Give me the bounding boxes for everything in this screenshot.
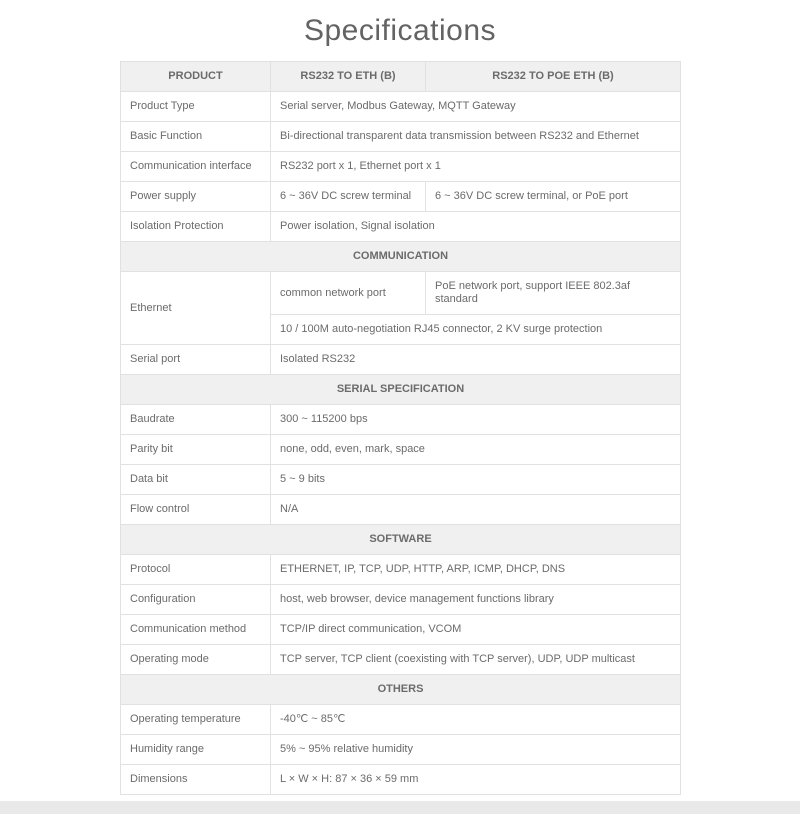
table-row-basic-function xyxy=(121,122,681,152)
label-data-bit: Data bit xyxy=(121,465,271,495)
table-row-configuration xyxy=(121,585,681,615)
value-isolation-protection: Power isolation, Signal isolation xyxy=(271,212,681,242)
table-row-data-bit xyxy=(121,465,681,495)
value-operating-mode: TCP server, TCP client (coexisting with TCP server), UDP, UDP multicast xyxy=(271,645,681,675)
spec-table-container xyxy=(120,61,680,795)
specifications-table xyxy=(120,61,681,795)
table-row-protocol xyxy=(121,555,681,585)
label-protocol: Protocol xyxy=(121,555,271,585)
page-title: Specifications xyxy=(303,14,497,47)
value-serial-port: Isolated RS232 xyxy=(271,345,681,375)
value-ethernet-eth-b: common network port xyxy=(271,272,426,315)
footer-strip xyxy=(0,801,800,814)
label-communication-method: Communication method xyxy=(121,615,271,645)
value-operating-temperature: -40℃ ~ 85℃ xyxy=(271,705,681,735)
label-serial-port: Serial port xyxy=(121,345,271,375)
table-row-power-supply xyxy=(121,182,681,212)
value-basic-function: Bi-directional transparent data transmission between RS232 and Ethernet xyxy=(271,122,681,152)
table-row-operating-temperature xyxy=(121,705,681,735)
col-header-rs232-to-poe-eth-b: RS232 TO POE ETH (B) xyxy=(426,62,681,92)
value-baudrate: 300 ~ 115200 bps xyxy=(271,405,681,435)
section-row-serial-specification xyxy=(121,375,681,405)
value-configuration: host, web browser, device management functions library xyxy=(271,585,681,615)
table-row-communication-interface xyxy=(121,152,681,182)
label-product-type: Product Type xyxy=(121,92,271,122)
table-header-row xyxy=(121,62,681,92)
label-isolation-protection: Isolation Protection xyxy=(121,212,271,242)
label-flow-control: Flow control xyxy=(121,495,271,525)
label-power-supply: Power supply xyxy=(121,182,271,212)
label-basic-function: Basic Function xyxy=(121,122,271,152)
label-humidity-range: Humidity range xyxy=(121,735,271,765)
value-flow-control: N/A xyxy=(271,495,681,525)
label-operating-mode: Operating mode xyxy=(121,645,271,675)
value-ethernet-shared: 10 / 100M auto-negotiation RJ45 connector, 2 KV surge protection xyxy=(271,315,681,345)
label-baudrate: Baudrate xyxy=(121,405,271,435)
table-row-parity-bit xyxy=(121,435,681,465)
value-power-supply-poe: 6 ~ 36V DC screw terminal, or PoE port xyxy=(426,182,681,212)
table-row-operating-mode xyxy=(121,645,681,675)
table-row-ethernet-1 xyxy=(121,272,681,315)
table-row-isolation-protection xyxy=(121,212,681,242)
col-header-rs232-to-eth-b: RS232 TO ETH (B) xyxy=(271,62,426,92)
value-communication-method: TCP/IP direct communication, VCOM xyxy=(271,615,681,645)
section-row-software xyxy=(121,525,681,555)
label-communication-interface: Communication interface xyxy=(121,152,271,182)
label-parity-bit: Parity bit xyxy=(121,435,271,465)
value-dimensions: L × W × H: 87 × 36 × 59 mm xyxy=(271,765,681,795)
label-dimensions: Dimensions xyxy=(121,765,271,795)
table-row-humidity-range xyxy=(121,735,681,765)
value-product-type: Serial server, Modbus Gateway, MQTT Gateway xyxy=(271,92,681,122)
value-parity-bit: none, odd, even, mark, space xyxy=(271,435,681,465)
value-protocol: ETHERNET, IP, TCP, UDP, HTTP, ARP, ICMP, DHCP, DNS xyxy=(271,555,681,585)
section-title-others: OTHERS xyxy=(121,675,681,705)
section-row-others xyxy=(121,675,681,705)
label-ethernet: Ethernet xyxy=(121,272,271,345)
table-row-communication-method xyxy=(121,615,681,645)
value-communication-interface: RS232 port x 1, Ethernet port x 1 xyxy=(271,152,681,182)
value-power-supply-eth-b: 6 ~ 36V DC screw terminal xyxy=(271,182,426,212)
table-row-serial-port xyxy=(121,345,681,375)
section-title-software: SOFTWARE xyxy=(121,525,681,555)
table-row-product-type xyxy=(121,92,681,122)
col-header-product: PRODUCT xyxy=(121,62,271,92)
value-humidity-range: 5% ~ 95% relative humidity xyxy=(271,735,681,765)
value-data-bit: 5 ~ 9 bits xyxy=(271,465,681,495)
table-row-baudrate xyxy=(121,405,681,435)
section-row-communication xyxy=(121,242,681,272)
value-ethernet-poe: PoE network port, support IEEE 802.3af standard xyxy=(426,272,681,315)
section-title-communication: COMMUNICATION xyxy=(121,242,681,272)
table-row-flow-control xyxy=(121,495,681,525)
label-configuration: Configuration xyxy=(121,585,271,615)
label-operating-temperature: Operating temperature xyxy=(121,705,271,735)
table-row-dimensions xyxy=(121,765,681,795)
section-title-serial-specification: SERIAL SPECIFICATION xyxy=(121,375,681,405)
